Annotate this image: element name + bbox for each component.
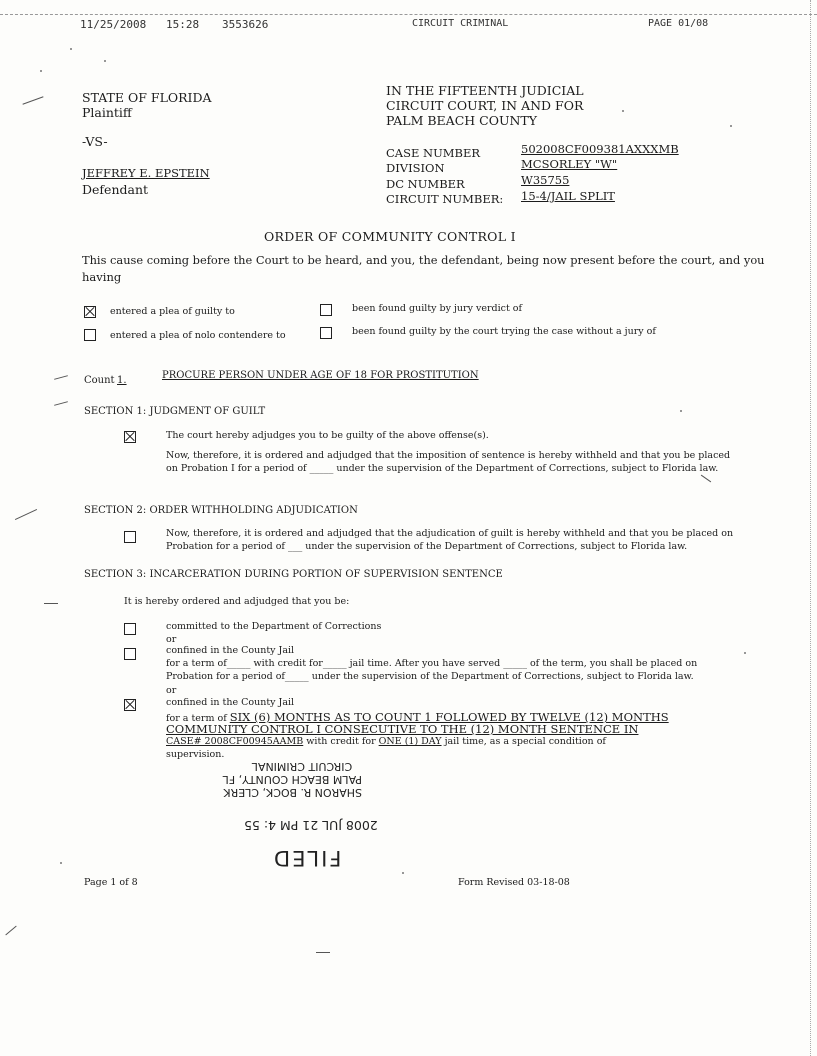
fax-top-edge <box>0 14 817 15</box>
credit-prefix: with credit for <box>303 736 379 747</box>
stamp-line-3: SHARON R. BOCK, CLERK <box>223 786 362 799</box>
credit-value: ONE (1) DAY <box>378 736 442 747</box>
county-jail-line-1: confined in the County Jail <box>166 697 295 708</box>
circuit-number-value: 15-4/JAIL SPLIT <box>521 189 615 203</box>
scan-mark <box>701 475 711 483</box>
case-number-value: 502008CF009381AXXXMB <box>521 142 679 156</box>
county-jail-checkbox[interactable] <box>124 699 136 711</box>
jury-verdict-checkbox[interactable] <box>320 304 332 316</box>
scan-speck <box>680 410 682 412</box>
versus-label: -VS- <box>82 134 108 149</box>
scan-speck <box>622 110 624 112</box>
clerk-stamp <box>222 760 362 799</box>
court-line-3: PALM BEACH COUNTY <box>386 113 538 128</box>
form-revision: Form Revised 03-18-08 <box>458 877 570 888</box>
fax-center: CIRCUIT CRIMINAL <box>412 18 509 29</box>
doc-commitment-label: committed to the Department of Corrections <box>166 621 382 632</box>
section-1-para-line-2: on Probation I for a period of _____ under the supervision of the Department of Corrections, subject to Florida law. <box>166 463 719 474</box>
stamp-line-2: PALM BEACH COUNTY, FL <box>222 773 362 786</box>
doc-commitment-checkbox[interactable] <box>124 623 136 635</box>
plea-nolo-checkbox[interactable] <box>84 329 96 341</box>
stamp-line-1: CIRCUIT CRIMINAL <box>251 760 353 773</box>
scan-right-edge <box>810 0 811 1056</box>
term-fill-1: SIX (6) MONTHS AS TO COUNT 1 FOLLOWED BY TWELVE (12) MONTHS <box>229 710 669 724</box>
section-1-heading: SECTION 1: JUDGMENT OF GUILT <box>84 406 266 417</box>
term-prefix: for a term of <box>166 713 230 724</box>
count-offense: PROCURE PERSON UNDER AGE OF 18 FOR PROSTITUTION <box>162 370 479 381</box>
case-number-label: CASE NUMBER <box>386 146 481 160</box>
county-jail-split-line-1: confined in the County Jail <box>166 645 295 656</box>
division-value: MCSORLEY "W" <box>521 157 618 171</box>
scan-mark <box>22 96 43 104</box>
fax-number: 3553626 <box>222 18 269 31</box>
county-jail-split-checkbox[interactable] <box>124 648 136 660</box>
scan-mark <box>44 603 58 604</box>
county-jail-line-5: supervision. <box>166 749 225 760</box>
document-title: ORDER OF COMMUNITY CONTROL I <box>264 229 516 244</box>
county-jail-split-line-2: for a term of_____ with credit for_____ jail time. After you have served _____ of the term, you shall be placed on <box>166 658 698 669</box>
section-2-para-line-2: Probation for a period of ___ under the supervision of the Department of Corrections, subject to Florida law. <box>166 541 688 552</box>
section-3-intro: It is hereby ordered and adjudged that you be: <box>124 596 350 607</box>
scan-mark <box>5 926 16 936</box>
scan-mark <box>54 375 68 380</box>
count-label: Count <box>84 375 115 386</box>
credit-suffix: jail time, as a special condition of <box>441 736 606 747</box>
court-trial-checkbox[interactable] <box>320 327 332 339</box>
fax-page: PAGE 01/08 <box>648 18 709 29</box>
scan-speck <box>70 48 72 50</box>
page-number: Page 1 of 8 <box>84 877 138 888</box>
term-fill-2: COMMUNITY CONTROL I CONSECUTIVE TO THE (12) MONTH SENTENCE IN <box>166 722 639 736</box>
scan-speck <box>60 862 62 864</box>
defendant-label: Defendant <box>82 182 149 197</box>
or-divider-2: or <box>166 685 177 696</box>
scan-mark <box>54 401 68 406</box>
court-line-1: IN THE FIFTEENTH JUDICIAL <box>386 83 584 98</box>
court-trial-label: been found guilty by the court trying the case without a jury of <box>352 326 656 337</box>
circuit-number-label: CIRCUIT NUMBER: <box>386 192 504 206</box>
section-1-line: The court hereby adjudges you to be guilty of the above offense(s). <box>166 430 489 441</box>
court-line-2: CIRCUIT COURT, IN AND FOR <box>386 98 584 113</box>
county-jail-split-line-3: Probation for a period of_____ under the supervision of the Department of Corrections, subject to Florida law. <box>166 671 694 682</box>
plea-nolo-label: entered a plea of nolo contendere to <box>110 330 286 341</box>
stamp-date: 2008 JUL 21 PM 4: 55 <box>244 818 378 833</box>
section-2-heading: SECTION 2: ORDER WITHHOLDING ADJUDICATION <box>84 505 358 516</box>
state-name: STATE OF FLORIDA <box>82 90 212 105</box>
section-1-para-line-1: Now, therefore, it is ordered and adjudged that the imposition of sentence is hereby withheld and that you be placed <box>166 450 731 461</box>
count-number: 1. <box>117 375 127 386</box>
scan-speck <box>104 60 106 62</box>
plea-guilty-label: entered a plea of guilty to <box>110 306 235 317</box>
fax-time: 15:28 <box>166 18 200 31</box>
section-2-checkbox[interactable] <box>124 531 136 543</box>
fax-date: 11/25/2008 <box>80 18 147 31</box>
section-3-heading: SECTION 3: INCARCERATION DURING PORTION OF SUPERVISION SENTENCE <box>84 569 503 580</box>
plaintiff-label: Plaintiff <box>82 105 132 120</box>
dc-number-value: W35755 <box>521 173 570 187</box>
section-2-para-line-1: Now, therefore, it is ordered and adjudged that the adjudication of guilt is hereby withheld and that you be placed on <box>166 528 734 539</box>
scan-speck <box>744 652 746 654</box>
case-reference: CASE# 2008CF00945AAMB <box>166 736 304 747</box>
scan-mark <box>15 509 37 520</box>
intro-line-1: This cause coming before the Court to be heard, and you, the defendant, being now present before the court, and you <box>82 253 765 267</box>
scan-speck <box>40 70 42 72</box>
county-jail-line-4 <box>166 736 606 747</box>
scan-speck <box>402 872 404 874</box>
plea-guilty-checkbox[interactable] <box>84 306 96 318</box>
dc-number-label: DC NUMBER <box>386 177 465 191</box>
or-divider-1: or <box>166 634 177 645</box>
defendant-name: JEFFREY E. EPSTEIN <box>82 166 210 180</box>
scan-mark <box>316 952 330 953</box>
stamp-filed: FILED <box>272 846 342 870</box>
intro-line-2: having <box>82 270 122 284</box>
scan-speck <box>730 125 732 127</box>
section-1-checkbox[interactable] <box>124 431 136 443</box>
jury-verdict-label: been found guilty by jury verdict of <box>352 303 523 314</box>
division-label: DIVISION <box>386 161 445 175</box>
